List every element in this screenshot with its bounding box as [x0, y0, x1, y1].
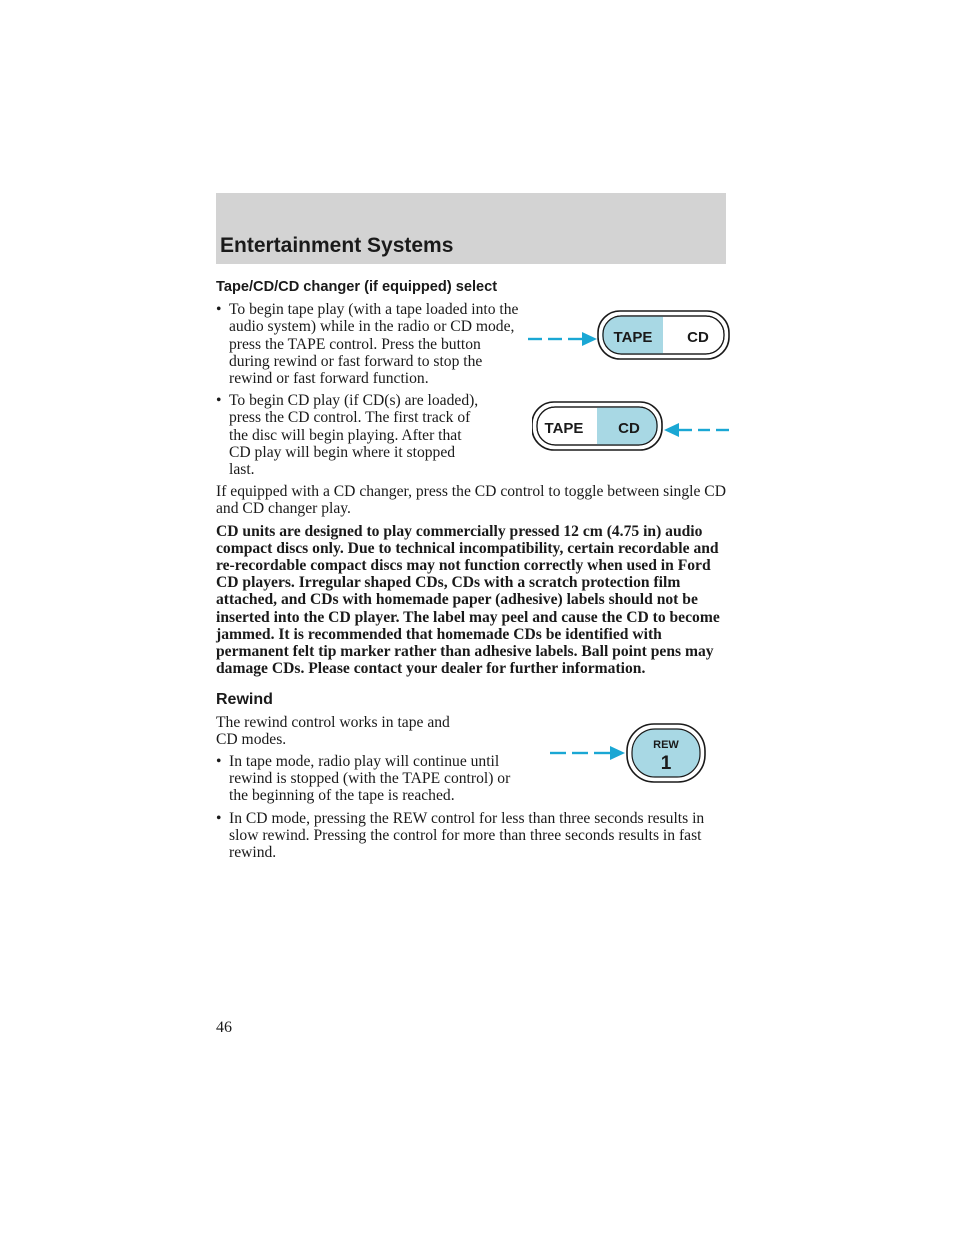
page-number: 46: [216, 1019, 232, 1036]
section-heading-rewind: Rewind: [216, 691, 273, 709]
bullet-dot: •: [216, 809, 222, 827]
cd-play-bullet: [216, 392, 732, 478]
cd-changer-paragraph: If equipped with a CD changer, press the CD control to toggle between single CD and CD changer play.: [216, 483, 726, 518]
cd-play-text: To begin CD play (if CD(s) are loaded), press the CD control. The first track of the disc will begin playing. After that CD play will begin where it stopped last.: [229, 392, 479, 479]
cd-warning-paragraph: CD units are designed to play commercially pressed 12 cm (4.75 in) audio compact discs only. Due to technical incompatibility, certain recordable and re-recordable compact discs may not function correctly when used in Ford CD players. Irregular shaped CDs, CDs with a scratch protection film attached, and CDs with homemade paper (adhesive) labels should not be inserted into the CD player. The label may peel and cause the CD to become jammed. It is recommended that homemade CDs be identified with permanent felt tip marker rather than adhesive labels. Ball point pens may damage CDs. Please contact your dealer for further information.: [216, 522, 720, 678]
rewind-cd-bullet: [216, 810, 732, 862]
rew-label: REW: [653, 738, 679, 751]
rewind-tape-bullet: [216, 753, 732, 805]
rewind-intro: The rewind control works in tape and CD modes.: [216, 713, 450, 748]
bullet-dot: •: [216, 301, 222, 319]
tape-play-bullet: [216, 301, 732, 387]
section-heading-tape-cd-select: Tape/CD/CD changer (if equipped) select: [216, 279, 498, 295]
tape-label: TAPE: [613, 329, 653, 347]
rewind-tape-text: In tape mode, radio play will continue until rewind is stopped (with the TAPE control) or the beginning of the tape is reached.: [229, 753, 511, 805]
cd-label: CD: [618, 420, 640, 438]
rewind-cd-text: In CD mode, pressing the REW control for less than three seconds results in slow rewind. Pressing the control for more than three seconds results in fast rewind.: [229, 809, 705, 862]
bullet-dot: •: [216, 753, 222, 771]
bullet-dot: •: [216, 392, 222, 410]
page-content: [216, 279, 732, 866]
rew-number: 1: [660, 752, 672, 774]
page-title: Entertainment Systems: [220, 234, 454, 257]
tape-label: TAPE: [544, 420, 584, 438]
tape-play-text: To begin tape play (with a tape loaded into the audio system) while in the radio or CD mode, press the TAPE control. Press the button during rewind or fast forward to stop the rewind or fast forward function.: [229, 301, 519, 388]
cd-label: CD: [687, 329, 709, 347]
